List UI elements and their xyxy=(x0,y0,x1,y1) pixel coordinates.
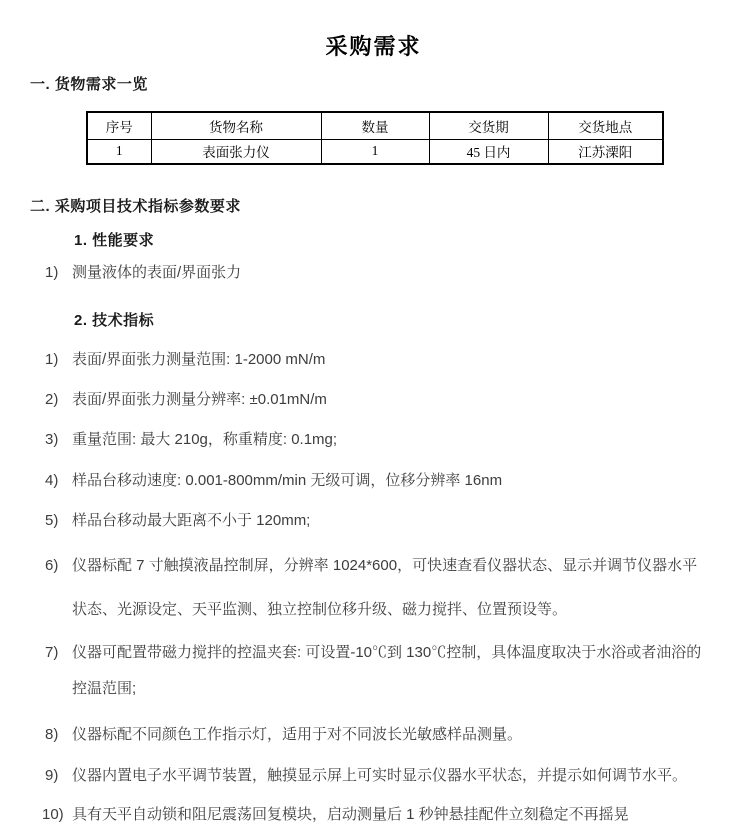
table-header-name: 货物名称 xyxy=(151,112,321,139)
spec-item-8 xyxy=(45,725,522,745)
goods-table xyxy=(86,111,664,165)
document-title: 采购需求 xyxy=(325,34,422,59)
table-cell-name: 表面张力仪 xyxy=(151,139,321,164)
table-header-delivery: 交货期 xyxy=(429,112,548,139)
spec-item-7-line-2 xyxy=(72,679,136,699)
table-cell-delivery: 45 日内 xyxy=(429,139,548,164)
spec-item-6-line-2 xyxy=(72,600,567,620)
item-text: 具有天平自动锁和阻尼震荡回复模块，启动测量后 1 秒钟悬挂配件立刻稳定不再摇晃 xyxy=(72,806,629,823)
section-heading-specs: 二. 采购项目技术指标参数要求 xyxy=(30,198,241,215)
item-text: 表面/界面张力测量分辨率: ±0.01mN/m xyxy=(72,391,327,408)
item-number: 2) xyxy=(45,391,59,408)
item-text: 测量液体的表面/界面张力 xyxy=(72,264,242,281)
item-number: 3) xyxy=(45,431,59,448)
item-number: 9) xyxy=(45,767,59,784)
performance-item-1 xyxy=(45,263,241,283)
spec-item-6 xyxy=(45,556,697,576)
item-number: 1) xyxy=(45,264,59,281)
section-heading-goods: 一. 货物需求一览 xyxy=(30,76,148,93)
subsection-heading-performance: 1. 性能要求 xyxy=(74,232,155,249)
item-text: 仪器可配置带磁力搅拌的控温夹套: 可设置-10℃到 130℃控制，具体温度取决于水浴或者油浴的 xyxy=(72,644,702,661)
table-cell-seq: 1 xyxy=(87,139,151,164)
table-header-seq: 序号 xyxy=(87,112,151,139)
item-number: 10) xyxy=(42,806,64,823)
item-number: 8) xyxy=(45,726,59,743)
table-header-qty: 数量 xyxy=(321,112,429,139)
spec-item-4 xyxy=(45,471,502,491)
spec-item-7 xyxy=(45,643,701,663)
spec-item-10 xyxy=(42,805,629,825)
item-number: 1) xyxy=(45,351,59,368)
goods-table-header-row xyxy=(87,112,663,139)
table-cell-qty: 1 xyxy=(321,139,429,164)
spec-item-9 xyxy=(45,766,687,786)
item-text: 样品台移动最大距离不小于 120mm; xyxy=(72,512,311,529)
spec-item-3 xyxy=(45,430,337,450)
item-text: 样品台移动速度: 0.001-800mm/min 无级可调，位移分辨率 16nm xyxy=(72,472,503,489)
subsection-heading-technical: 2. 技术指标 xyxy=(74,312,155,329)
item-text: 仪器标配 7 寸触摸液晶控制屏，分辨率 1024*600，可快速查看仪器状态、显示并调节仪器水平 xyxy=(72,557,698,574)
spec-item-1 xyxy=(45,350,325,370)
item-number: 4) xyxy=(45,472,59,489)
item-text: 控温范围; xyxy=(72,680,137,697)
spec-item-2 xyxy=(45,390,327,410)
item-number: 6) xyxy=(45,557,59,574)
item-number: 7) xyxy=(45,644,59,661)
item-text: 仪器内置电子水平调节装置，触摸显示屏上可实时显示仪器水平状态，并提示如何调节水平。 xyxy=(72,767,688,784)
item-text: 仪器标配不同颜色工作指示灯，适用于对不同波长光敏感样品测量。 xyxy=(72,726,523,743)
goods-table-data-row xyxy=(87,139,663,164)
table-cell-location: 江苏溧阳 xyxy=(548,139,663,164)
item-text: 重量范围: 最大 210g，称重精度: 0.1mg; xyxy=(72,431,338,448)
item-text: 表面/界面张力测量范围: 1-2000 mN/m xyxy=(72,351,326,368)
item-text: 状态、光源设定、天平监测、独立控制位移升级、磁力搅拌、位置预设等。 xyxy=(72,601,568,618)
item-number: 5) xyxy=(45,512,59,529)
table-header-location: 交货地点 xyxy=(548,112,663,139)
spec-item-5 xyxy=(45,511,310,531)
